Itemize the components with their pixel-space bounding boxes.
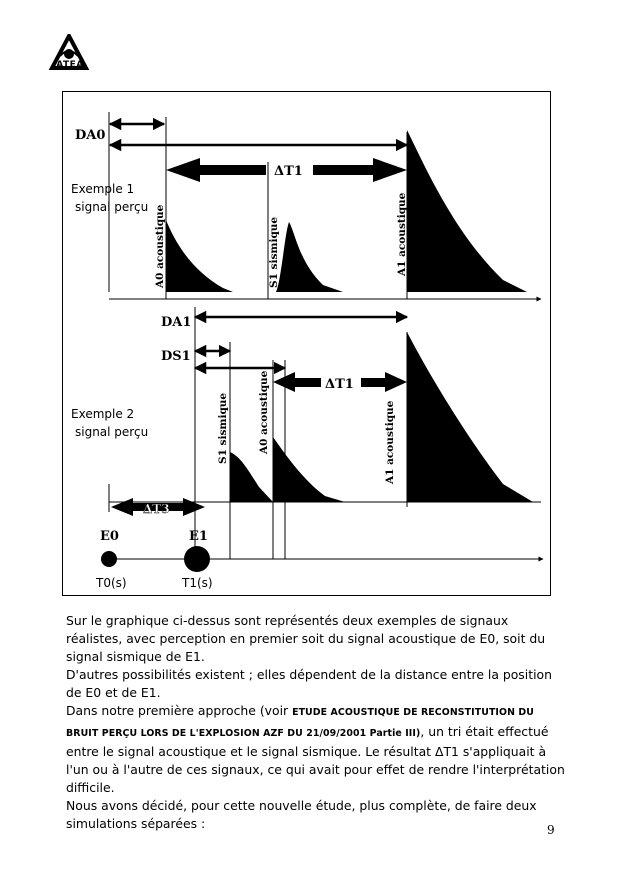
s1-sismique-label-1: S1 sismique xyxy=(268,216,280,288)
delta-t1-arrow-1-right xyxy=(313,158,407,182)
delta-t3-label: ΔT3 xyxy=(143,502,170,516)
a1-acoustique-label-1: A1 acoustique xyxy=(396,192,408,276)
da0-label: DA0 xyxy=(75,128,106,143)
s1-signal-1 xyxy=(276,222,343,292)
da1-label: DA1 xyxy=(161,315,192,330)
diagram-canvas xyxy=(63,92,552,597)
delta-t1-arrow-1 xyxy=(166,158,266,182)
paragraph-3-start: Dans notre première approche (voir xyxy=(66,703,293,719)
a0-signal-2 xyxy=(273,437,345,502)
report-reference: ETUDE ACOUSTIQUE DE RECONSTITUTION DU BRUIT PERÇU LORS DE L'EXPLOSION AZF DU 21/09/2001 Partie III) xyxy=(66,707,534,739)
paragraph-1: Sur le graphique ci-dessus sont représentés deux exemples de signaux réalistes, avec perception en premier soit du signal acoustique de E0, soit du signal sismique de E1. xyxy=(66,613,546,665)
e0-label: E0 xyxy=(100,529,119,544)
a1-acoustique-label-2: A1 acoustique xyxy=(384,400,396,484)
a0-acoustique-label-1: A0 acoustique xyxy=(154,204,166,288)
paragraph-2: D'autres possibilités existent ; elles dépendent de la distance entre la position de E0 et de E1. xyxy=(66,667,552,701)
a1-signal-1 xyxy=(407,130,527,292)
exemple2-line2: signal perçu xyxy=(75,425,149,439)
exemple1-line1: Exemple 1 xyxy=(71,182,135,196)
t0-label: T0(s) xyxy=(96,576,127,590)
e1-point xyxy=(184,546,210,572)
delta-t1-arrow-2 xyxy=(273,372,321,392)
a1-signal-2 xyxy=(407,332,533,502)
ds1-label: DS1 xyxy=(161,349,191,364)
e1-label: E1 xyxy=(189,529,208,544)
body-text xyxy=(66,612,566,833)
t1-label: T1(s) xyxy=(182,576,213,590)
paragraph-4: Nous avons décidé, pour cette nouvelle étude, plus complète, de faire deux simulations séparées : xyxy=(66,797,537,832)
exemple1-line2: signal perçu xyxy=(75,200,149,214)
logo-text: ATEA xyxy=(56,60,84,70)
exemple2-line1: Exemple 2 xyxy=(71,407,135,421)
delta-t1-arrow-2-right xyxy=(361,372,407,392)
a0-signal-1 xyxy=(166,220,233,292)
signal-diagram xyxy=(62,91,551,596)
delta-t1-label-2: ΔT1 xyxy=(325,377,354,392)
s1-signal-2 xyxy=(230,452,273,502)
s1-sismique-label-2: S1 sismique xyxy=(217,392,229,464)
paragraph-3-end: , un tri était effectué entre le signal acoustique et le signal sismique. Le résultat ΔT1 s'appliquait à l'un ou à l'autre de ces signaux, ce qui avait pour effet de rendre l'interprétation difficile. xyxy=(66,723,565,795)
e0-point xyxy=(101,551,117,567)
paragraph-3 xyxy=(66,702,566,796)
a0-acoustique-label-2: A0 acoustique xyxy=(258,370,270,454)
delta-t1-label-1: ΔT1 xyxy=(274,164,303,179)
page-number: 9 xyxy=(547,823,555,837)
